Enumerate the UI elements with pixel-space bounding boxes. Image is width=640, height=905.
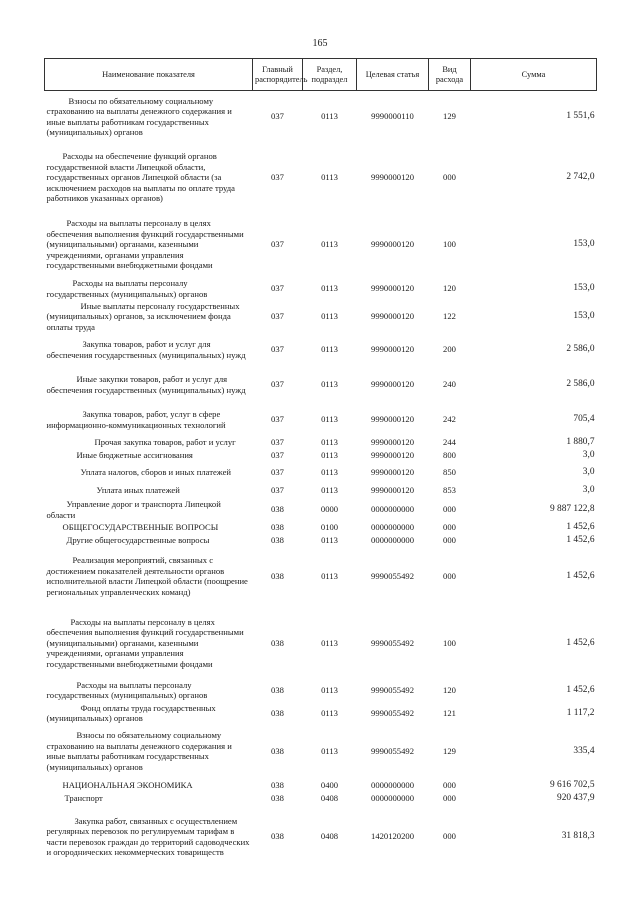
row-celevaya: 9990000120 [371,414,414,425]
row-name: Расходы на выплаты персоналу в целях обеспечения выполнения функций государственными (муниципальными) органами, казенными учреждениями, органами управления государственными внебюджетными фондами [46,218,244,271]
row-razdel: 0400 [320,779,339,790]
row-razdel: 0113 [321,283,338,294]
row-razdel: 0113 [321,344,338,355]
table-row [45,521,597,535]
row-razdel: 0408 [320,831,339,842]
row-celevaya: 9990000120 [371,311,414,322]
row-razdel: 0113 [321,684,338,695]
row-glavny: 038 [271,684,284,695]
row-razdel: 0113 [321,637,338,648]
table-row [45,607,597,679]
row-name: Уплата иных платежей [96,485,180,496]
row-summa: 1 452,6 [566,684,595,695]
row-celevaya: 9990000120 [371,239,414,250]
row-summa: 31 818,3 [561,831,595,842]
row-celevaya: 0000000000 [371,779,414,790]
table-row [45,333,597,367]
row-name: Взносы по обязательному социальному страхованию на выплаты денежного содержания и иные выплаты работникам государственных (муниципальных) органов [46,729,232,772]
row-razdel: 0113 [321,534,338,545]
row-vid: 100 [443,239,456,250]
row-glavny: 038 [271,570,284,581]
row-vid: 240 [443,379,456,390]
row-celevaya: 9990055492 [371,637,414,648]
table-row [45,483,597,499]
row-glavny: 037 [271,344,284,355]
row-summa: 705,4 [573,414,595,425]
row-vid: 100 [443,637,456,648]
row-name: Расходы на выплаты персоналу в целях обеспечения выполнения функций государственными (муниципальными) органами, казенными учреждениями, органами управления государственными внебюджетными фондами [46,616,244,669]
row-glavny: 037 [271,414,284,425]
row-name: Закупка товаров, работ и услуг для обеспечения государственных (муниципальных) нужд [46,338,246,360]
row-summa: 2 742,0 [566,172,595,183]
row-razdel: 0408 [320,793,339,804]
row-summa: 9 887 122,8 [549,504,595,515]
row-vid: 242 [443,414,456,425]
row-glavny: 037 [271,172,284,183]
row-name: Закупка работ, связанных с осуществлением регулярных перевозок по регулируемым тарифам в части перевозок граждан до территорий садоводческих и огороднических некоммерческих товариществ [46,815,250,858]
row-vid: 850 [443,467,456,478]
row-summa: 920 437,9 [557,793,595,804]
row-celevaya: 0000000000 [371,793,414,804]
table-row [45,437,597,449]
row-summa: 1 551,6 [566,111,595,122]
row-glavny: 038 [271,504,284,515]
row-glavny: 037 [271,283,284,294]
row-vid: 000 [443,504,456,515]
row-vid: 129 [443,745,456,756]
row-glavny: 037 [271,450,284,461]
row-glavny: 038 [271,831,284,842]
table-row [45,449,597,463]
row-glavny: 038 [271,534,284,545]
row-vid: 244 [443,437,456,448]
table-row [45,535,597,546]
row-vid: 000 [443,793,456,804]
row-summa: 3,0 [582,450,595,461]
row-razdel: 0113 [321,467,338,478]
row-razdel: 0113 [321,239,338,250]
row-name: Реализация мероприятий, связанных с достижением показателей деятельности органов исполнительной власти Липецкой области (поощрение региональных управленческих команд) [46,554,248,597]
row-glavny: 037 [271,239,284,250]
row-razdel: 0113 [321,379,338,390]
table-row [45,403,597,437]
header-glavny: Главный распорядитель [253,59,303,91]
row-name: Расходы на выплаты персоналу государственных (муниципальных) органов [46,277,208,299]
row-summa: 153,0 [573,283,595,294]
row-summa: 1 452,6 [566,570,595,581]
row-celevaya: 9990055492 [371,745,414,756]
row-name: Прочая закупка товаров, работ и услуг [94,437,236,448]
row-celevaya: 9990055492 [371,707,414,718]
budget-table [44,58,597,870]
row-razdel: 0113 [321,450,338,461]
row-name: Транспорт [64,793,103,804]
row-name: Другие общегосударственные вопросы [66,534,210,545]
table-row [45,143,597,213]
row-summa: 3,0 [582,485,595,496]
row-razdel: 0113 [321,707,338,718]
table-row [45,793,597,804]
row-glavny: 038 [271,745,284,756]
row-name: ОБЩЕГОСУДАРСТВЕННЫЕ ВОПРОСЫ [62,522,219,533]
row-name: Расходы на выплаты персоналу государственных (муниципальных) органов [46,679,208,701]
row-name: Иные закупки товаров, работ и услуг для обеспечения государственных (муниципальных) нужд [46,373,246,395]
row-vid: 000 [443,570,456,581]
row-summa: 2 586,0 [566,379,595,390]
row-glavny: 038 [271,793,284,804]
row-vid: 000 [443,172,456,183]
row-name: Иные выплаты персоналу государственных (муниципальных) органов, за исключением фонда оплаты труда [46,300,240,332]
table-row [45,277,597,301]
row-celevaya: 9990000120 [371,485,414,496]
table-header-row [45,59,597,91]
row-razdel: 0113 [321,745,338,756]
row-razdel: 0113 [321,111,338,122]
row-vid: 129 [443,111,456,122]
row-summa: 2 586,0 [566,344,595,355]
row-celevaya: 9990055492 [371,570,414,581]
header-vid: Вид расхода [429,59,471,91]
row-razdel: 0113 [321,172,338,183]
row-celevaya: 9990000120 [371,437,414,448]
row-summa: 1 452,6 [566,522,595,533]
row-name: Взносы по обязательному социальному страхованию на выплаты денежного содержания и иные выплаты работникам государственных (муниципальных) органов [46,95,232,138]
row-vid: 000 [443,779,456,790]
row-glavny: 038 [271,707,284,718]
table-row [45,804,597,870]
row-summa: 9 616 702,5 [549,779,595,790]
header-razdel: Раздел, подраздел [303,59,357,91]
row-glavny: 037 [271,111,284,122]
page-number: 165 [312,38,328,49]
row-summa: 335,4 [573,745,595,756]
row-glavny: 037 [271,379,284,390]
row-summa: 153,0 [573,239,595,250]
row-name: НАЦИОНАЛЬНАЯ ЭКОНОМИКА [62,779,193,790]
table-row [45,499,597,521]
table-row [45,91,597,143]
row-glavny: 038 [271,522,284,533]
row-vid: 200 [443,344,456,355]
row-glavny: 037 [271,485,284,496]
row-name: Закупка товаров, работ, услуг в сфере информационно-коммуникационных технологий [46,408,226,430]
row-vid: 853 [443,485,456,496]
row-glavny: 038 [271,779,284,790]
row-razdel: 0113 [321,485,338,496]
row-name: Иные бюджетные ассигнования [76,450,193,461]
row-summa: 1 880,7 [566,437,595,448]
table-row [45,367,597,403]
header-name: Наименование показателя [45,59,253,91]
row-celevaya: 9990055492 [371,684,414,695]
row-vid: 120 [443,283,456,294]
row-celevaya: 9990000120 [371,172,414,183]
row-glavny: 037 [271,437,284,448]
row-glavny: 038 [271,637,284,648]
row-vid: 122 [443,311,456,322]
row-celevaya: 1420120200 [371,831,414,842]
table-row [45,301,597,333]
row-summa: 1 117,2 [566,707,595,718]
row-razdel: 0113 [321,414,338,425]
header-summa: Сумма [471,59,597,91]
row-celevaya: 9990000120 [371,450,414,461]
row-vid: 000 [443,831,456,842]
table-row [45,701,597,725]
row-name: Уплата налогов, сборов и иных платежей [80,467,232,478]
table-row [45,679,597,701]
row-summa: 3,0 [582,467,595,478]
row-razdel: 0100 [320,522,339,533]
table-row [45,213,597,277]
row-glavny: 037 [271,311,284,322]
header-celevaya: Целевая статья [357,59,429,91]
row-name: Фонд оплаты труда государственных (муниципальных) органов [46,702,216,724]
row-celevaya: 9990000120 [371,283,414,294]
row-vid: 000 [443,534,456,545]
row-razdel: 0113 [321,311,338,322]
row-glavny: 037 [271,467,284,478]
row-celevaya: 9990000120 [371,344,414,355]
table-row [45,463,597,483]
row-celevaya: 0000000000 [371,522,414,533]
row-summa: 153,0 [573,311,595,322]
table-row [45,777,597,793]
row-celevaya: 9990000120 [371,379,414,390]
row-name: Расходы на обеспечение функций органов государственной власти Липецкой области, государственных органов Липецкой области (за исключением расходов на выплаты по оплате труда работников указанных органов) [46,151,235,204]
row-razdel: 0113 [321,437,338,448]
row-name: Управление дорог и транспорта Липецкой области [46,498,221,520]
table-row [45,545,597,607]
row-celevaya: 9990000120 [371,467,414,478]
row-vid: 121 [443,707,456,718]
row-summa: 1 452,6 [566,534,595,545]
table-row [45,725,597,777]
row-razdel: 0000 [320,504,339,515]
row-vid: 000 [443,522,456,533]
row-celevaya: 9990000110 [371,111,414,122]
row-celevaya: 0000000000 [371,534,414,545]
row-celevaya: 0000000000 [371,504,414,515]
row-vid: 120 [443,684,456,695]
row-razdel: 0113 [321,570,338,581]
row-vid: 800 [443,450,456,461]
row-summa: 1 452,6 [566,637,595,648]
